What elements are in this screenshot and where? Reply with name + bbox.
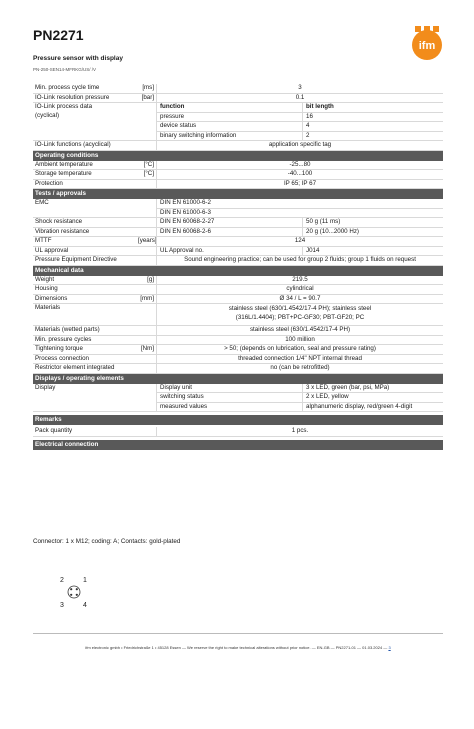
iolink-process-table [156,103,443,140]
pin-label: 3 [60,602,64,609]
spec-row [33,228,443,238]
iolink-key: function [156,103,302,112]
display-table [156,384,443,412]
spec-row [33,355,443,365]
spec-label: MTTF [35,237,52,244]
spec-label: UL approval [35,246,69,254]
pin-label: 1 [83,577,87,584]
spec-unit [138,180,156,189]
ifm-logo [411,24,443,64]
spec-standard: DIN EN 60068-2-27 [156,218,302,227]
display-key: Display unit [156,384,302,393]
spec-value: threaded connection 1/4" NPT internal thread [156,355,443,364]
spec-row [33,427,443,437]
spec-label: Ambient temperature [35,160,93,168]
iolink-key: device status [156,122,302,131]
display-row [33,384,443,413]
spec-value: 100 million [156,336,443,345]
spec-label: Vibration resistance [35,227,90,235]
spec-unit: [Nm] [140,345,154,352]
spec-value: 1 pcs. [156,427,443,436]
emc-standard: DIN EN 61000-6-3 [156,209,443,218]
spec-unit: [°C] [143,160,154,168]
datasheet-header [33,24,443,82]
spec-value: -40...100 [156,170,443,179]
spec-value: 124 [156,237,443,246]
display-val: 3 x LED, green (bar, psi, MPa) [302,384,443,393]
spec-label: Shock resistance [35,218,83,225]
spec-table [33,84,443,450]
emc-subrow [156,209,443,218]
display-subrow [156,403,443,412]
spec-value: Ø 34 / L = 90.7 [156,295,443,304]
spec-row [33,218,443,228]
spec-row [33,84,443,94]
spec-row [33,247,443,257]
section-mechanical-data: Mechanical data [33,266,443,276]
emc-standard: DIN EN 61000-6-2 [156,199,443,208]
spec-label: Materials (wetted parts) [35,326,100,333]
spec-label: Process connection [35,354,89,362]
iolink-process-row [33,103,443,141]
spec-label: Min. process cycle time [35,84,100,91]
spec-standard: DIN EN 60068-2-6 [156,228,302,237]
spec-row [33,141,443,151]
materials-line: stainless steel (630/1.4542/17-4 PH); stainless steel [228,305,372,312]
spec-row [33,94,443,104]
spec-unit [138,336,156,345]
spec-value: 219.5 [156,276,443,285]
spec-value: no (can be retrofitted) [156,364,443,373]
spec-row [33,345,443,355]
iolink-process-label-1: IO-Link process data [35,103,93,110]
display-subrow [156,393,443,403]
spec-value: 20 g (10...2000 Hz) [302,228,443,237]
connector-description: Connector: 1 x M12; coding: A; Contacts: gold-plated [33,538,181,545]
section-operating-conditions: Operating conditions [33,151,443,161]
iolink-val: 4 [302,122,443,131]
m12-connector-pinout-diagram [54,572,94,612]
spec-row [33,256,443,266]
spec-value: J014 [302,247,443,256]
iolink-process-label [33,103,156,140]
spec-label: Protection [35,179,63,187]
spec-value: Sound engineering practice; can be used for group 2 fluids; group 1 fluids on request [156,256,443,265]
section-displays: Displays / operating elements [33,374,443,384]
display-val: alphanumeric display, red/green 4-digit [302,403,443,412]
spec-row [33,180,443,190]
spec-row [33,285,443,295]
spec-unit: [°C] [143,170,154,177]
product-number: PN2271 [33,27,84,43]
product-subtitle: Pressure sensor with display [33,55,123,62]
spec-row [33,336,443,346]
materials-row [33,304,443,326]
spec-label: Pressure Equipment Directive [35,256,117,263]
iolink-key: pressure [156,113,302,122]
spec-label: Housing [35,285,58,292]
pin-label: 2 [60,577,64,584]
materials-line: (316L/1.4404); PBT+PC-GF30; PBT-GF20; PC [235,313,365,321]
display-key: switching status [156,393,302,402]
spec-unit [138,355,156,364]
spec-key: UL Approval no. [156,247,302,256]
display-subrow [156,384,443,394]
spec-label: Weight [35,275,55,283]
spec-row [33,170,443,180]
spec-label: Dimensions [35,294,68,302]
spec-row [33,295,443,305]
spec-value: -25...80 [156,161,443,170]
spec-unit: [mm] [140,294,154,302]
spec-label: IO-Link resolution pressure [35,93,110,101]
spec-value: application specific tag [156,141,443,150]
footer-divider [33,633,443,634]
spec-value: 50 g (11 ms) [302,218,443,227]
spec-value: cylindrical [156,285,443,294]
iolink-subrow [156,113,443,123]
emc-subrow [156,199,443,209]
iolink-subrow [156,122,443,132]
spec-value: 0.1 [156,94,443,103]
spec-row [33,237,443,247]
spec-row [33,326,443,336]
footer-text: ifm electronic gmbh • Friedrichstraße 1 • 45128 Essen — We reserve the right to make technical alterations without prior notice. — EN-GB — PN2271-01 — 01.03.2024 — [85,645,388,650]
section-electrical-connection: Electrical connection [33,440,443,450]
emc-row [33,199,443,218]
spec-row [33,364,443,374]
spec-unit [138,326,156,335]
spec-value: 3 [156,84,443,93]
footer-page-link[interactable]: 3 [388,645,391,650]
pin-label: 4 [83,602,87,609]
spec-label: Materials [35,304,61,311]
spec-unit: [bar] [141,93,154,101]
spec-label: IO-Link functions (acyclical) [35,141,111,148]
spec-value: > 50; (depends on lubrication, seal and pressure rating) [156,345,443,354]
spec-label: Restrictor element integrated [35,364,115,371]
spec-label: Pack quantity [35,427,73,434]
spec-label: Tightening torque [35,345,83,352]
iolink-val: 16 [302,113,443,122]
logo-text: ifm [418,40,436,52]
iolink-key: binary switching information [156,132,302,141]
spec-row [33,161,443,171]
section-tests-approvals: Tests / approvals [33,189,443,199]
spec-label: Storage temperature [35,170,92,177]
emc-standards [156,199,443,217]
spec-unit: [ms] [142,84,154,91]
iolink-process-label-2: (cyclical) [35,111,60,119]
section-remarks: Remarks [33,415,443,425]
display-val: 2 x LED, yellow [302,393,443,402]
iolink-val: bit length [302,103,443,112]
spec-unit: [years] [138,237,157,244]
iolink-subrow [156,132,443,141]
spec-unit [138,285,156,294]
spec-value: IP 65; IP 67 [156,180,443,189]
page-footer [33,645,443,650]
spec-value: stainless steel (630/1.4542/17-4 PH) [156,326,443,335]
spec-unit [138,364,156,373]
spec-unit: [g] [147,275,154,283]
display-key: measured values [156,403,302,412]
materials-value [156,304,443,325]
article-code: PN-250-SEN14-MFRKG/US/ /V [33,67,97,72]
spec-row [33,276,443,286]
spec-label: Min. pressure cycles [35,335,92,343]
iolink-subrow [156,103,443,113]
spec-label: Display [35,383,56,391]
iolink-val: 2 [302,132,443,141]
spec-label: EMC [35,199,49,206]
